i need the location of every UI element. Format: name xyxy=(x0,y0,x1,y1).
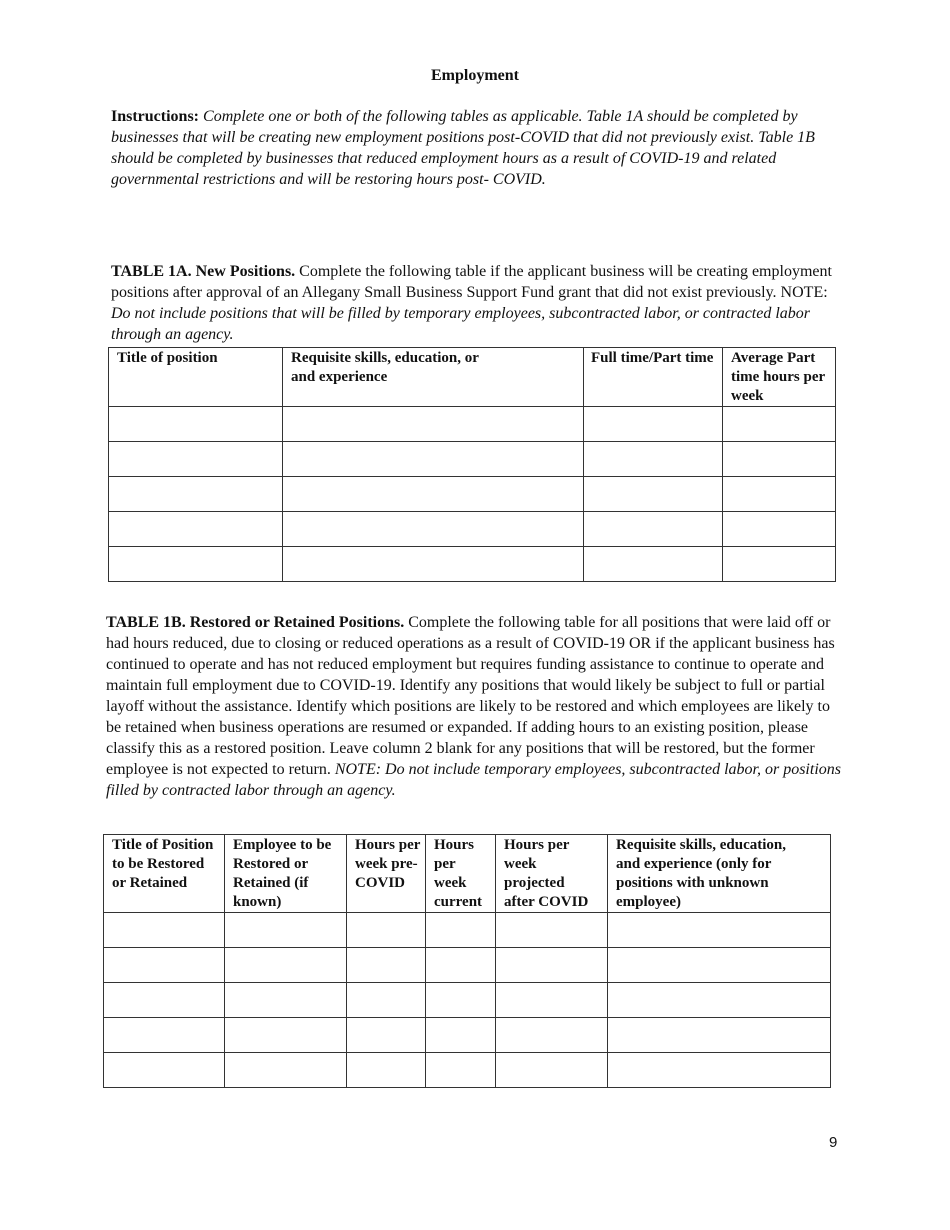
table-cell[interactable] xyxy=(225,1053,347,1088)
table-cell[interactable] xyxy=(283,477,584,512)
table-1b-header: Title of Position to be Restored or Retained xyxy=(104,835,225,913)
table-cell[interactable] xyxy=(426,1053,496,1088)
table-cell[interactable] xyxy=(109,477,283,512)
table-1b-header: Hours per week pre-COVID xyxy=(347,835,426,913)
table-cell[interactable] xyxy=(584,512,723,547)
table-row xyxy=(104,913,831,948)
table-1a xyxy=(108,347,836,582)
table-cell[interactable] xyxy=(283,442,584,477)
table-cell[interactable] xyxy=(496,913,608,948)
table-cell[interactable] xyxy=(723,547,836,582)
table-cell[interactable] xyxy=(104,948,225,983)
table-cell[interactable] xyxy=(225,913,347,948)
table1a-intro xyxy=(111,261,841,345)
table-cell[interactable] xyxy=(347,1018,426,1053)
table-cell[interactable] xyxy=(723,442,836,477)
table-cell[interactable] xyxy=(109,547,283,582)
table-1b-header: Hours per week projected after COVID xyxy=(496,835,608,913)
table-1a-header: Average Part time hours per week xyxy=(723,348,836,407)
table-1a-header-row xyxy=(109,348,836,407)
table-row xyxy=(109,442,836,477)
table-cell[interactable] xyxy=(426,1018,496,1053)
table-1a-header: Full time/Part time xyxy=(584,348,723,407)
table-cell[interactable] xyxy=(723,512,836,547)
table-row xyxy=(104,1018,831,1053)
table-cell[interactable] xyxy=(496,983,608,1018)
table-cell[interactable] xyxy=(723,407,836,442)
table-cell[interactable] xyxy=(283,512,584,547)
table1b-note: NOTE: Do not include temporary employees, subcontracted labor, or positions filled by contracted labor through an agency. xyxy=(106,761,841,799)
table-row xyxy=(104,1053,831,1088)
table-cell[interactable] xyxy=(347,1053,426,1088)
table-cell[interactable] xyxy=(104,1053,225,1088)
table-1b-header: Requisite skills, education, and experience (only for positions with unknown employee) xyxy=(608,835,831,913)
table-cell[interactable] xyxy=(496,1053,608,1088)
table-cell[interactable] xyxy=(283,407,584,442)
table-row xyxy=(104,948,831,983)
instructions-text: Complete one or both of the following tables as applicable. Table 1A should be completed by businesses that will be creating new employment positions post-COVID that did not previously exist. Table 1B should be completed by businesses that reduced employment hours as a result of COVID-19 and related governmental restrictions and will be restoring hours post- COVID. xyxy=(111,108,815,188)
table-1b xyxy=(103,834,831,1088)
instructions-label: Instructions: xyxy=(111,108,200,125)
table-row xyxy=(109,477,836,512)
table-cell[interactable] xyxy=(608,1053,831,1088)
table-cell[interactable] xyxy=(347,983,426,1018)
table1a-note: Do not include positions that will be filled by temporary employees, subcontracted labor, or contracted labor through an agency. xyxy=(111,305,811,343)
table-cell[interactable] xyxy=(347,948,426,983)
table-cell[interactable] xyxy=(608,948,831,983)
table-row xyxy=(109,547,836,582)
table1b-text: Complete the following table for all positions that were laid off or had hours reduced, due to closing or reduced operations as a result of COVID-19 OR if the applicant business has continued to operate and has not reduced employment but requires funding assistance to continue to operate and maintain full employment due to COVID-19. Identify any positions that would likely be subject to full or partial layoff without the assistance. Identify which positions are likely to be restored and which employees are likely to be retained when business operations are resumed or expanded. If adding hours to an existing position, please classify this as a restored position. Leave column 2 blank for any positions that will be restored, but the former employee is not expected to return. xyxy=(106,614,835,778)
table-cell[interactable] xyxy=(723,477,836,512)
table-1b-header-row xyxy=(104,835,831,913)
table-1a-header: Requisite skills, education, or and experience xyxy=(283,348,584,407)
table-row xyxy=(109,512,836,547)
table-cell[interactable] xyxy=(584,547,723,582)
table-cell[interactable] xyxy=(426,913,496,948)
table-cell[interactable] xyxy=(608,913,831,948)
table-cell[interactable] xyxy=(225,948,347,983)
table-cell[interactable] xyxy=(104,983,225,1018)
table-cell[interactable] xyxy=(584,477,723,512)
table-cell[interactable] xyxy=(225,1018,347,1053)
table-cell[interactable] xyxy=(104,913,225,948)
table-cell[interactable] xyxy=(426,948,496,983)
table-cell[interactable] xyxy=(109,442,283,477)
table-cell[interactable] xyxy=(109,512,283,547)
table-cell[interactable] xyxy=(426,983,496,1018)
table-1a-header: Title of position xyxy=(109,348,283,407)
table1b-intro xyxy=(106,612,841,801)
table1b-label: TABLE 1B. Restored or Retained Positions. xyxy=(106,614,405,631)
instructions-paragraph xyxy=(111,106,841,190)
table-row xyxy=(109,407,836,442)
table1a-label: TABLE 1A. New Positions. xyxy=(111,263,296,280)
table-cell[interactable] xyxy=(584,407,723,442)
table-cell[interactable] xyxy=(347,913,426,948)
page-number: 9 xyxy=(829,1134,838,1151)
table-cell[interactable] xyxy=(225,983,347,1018)
table-row xyxy=(104,983,831,1018)
table-cell[interactable] xyxy=(496,948,608,983)
table-cell[interactable] xyxy=(283,547,584,582)
table-1b-header: Employee to be Restored or Retained (if known) xyxy=(225,835,347,913)
table-cell[interactable] xyxy=(104,1018,225,1053)
table-1b-header: Hours per week current xyxy=(426,835,496,913)
page-title: Employment xyxy=(431,67,519,84)
table-cell[interactable] xyxy=(496,1018,608,1053)
table-cell[interactable] xyxy=(608,983,831,1018)
table-cell[interactable] xyxy=(608,1018,831,1053)
table-cell[interactable] xyxy=(109,407,283,442)
table1a-text: Complete the following table if the applicant business will be creating employment positions after approval of an Allegany Small Business Support Fund grant that did not exist previously. NOTE: xyxy=(111,263,832,301)
table-cell[interactable] xyxy=(584,442,723,477)
